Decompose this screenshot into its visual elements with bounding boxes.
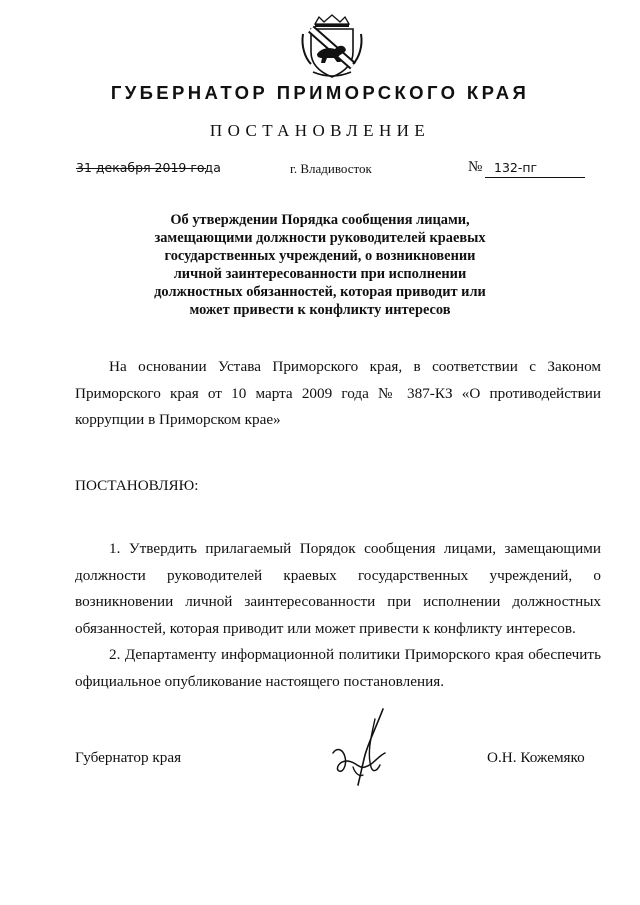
document-number: 132-пг bbox=[494, 160, 538, 175]
number-sign: № bbox=[468, 159, 483, 175]
document-city: г. Владивосток bbox=[290, 161, 372, 176]
signatory-name: О.Н. Кожемяко bbox=[487, 749, 585, 766]
document-title: Об утверждении Порядка сообщения лицами, замещающими должности руководителей краевых государственных учреждений, о возникновении личной заинтересованности при исполнении должностных обязанностей, которая приводит или может привести к конфликту интересов bbox=[154, 212, 486, 318]
resolve-heading: ПОСТАНОВЛЯЮ: bbox=[75, 477, 199, 494]
handwritten-signature-icon bbox=[325, 707, 400, 787]
legal-basis bbox=[75, 354, 601, 434]
resolution-item-2: 2. Департаменту информационной политики Приморского края обеспечить официальное опубликование настоящего постановления. bbox=[75, 646, 601, 690]
signatory-title: Губернатор края bbox=[75, 749, 182, 766]
coat-of-arms-icon bbox=[299, 14, 365, 78]
basis-paragraph: На основании Устава Приморского края, в соответствии с Законом Приморского края от 10 марта 2009 года № 387-КЗ «О противодействии коррупции в Приморском крае» bbox=[75, 358, 601, 428]
number-underline bbox=[485, 176, 585, 178]
issuing-authority: ГУБЕРНАТОР ПРИМОРСКОГО КРАЯ bbox=[110, 82, 530, 103]
document-type: ПОСТАНОВЛЕНИЕ bbox=[209, 121, 431, 140]
date-underline bbox=[76, 167, 206, 169]
resolution-item-1: 1. Утвердить прилагаемый Порядок сообщения лицами, замещающими должности руководителей краевых государственных учреждений, о возникновении личной заинтересованности при исполнении должностных обязанностей, которая приводит или может привести к конфликту интересов. bbox=[75, 540, 601, 637]
resolution-items bbox=[75, 536, 601, 695]
document-date: 31 декабря 2019 года bbox=[76, 160, 221, 175]
